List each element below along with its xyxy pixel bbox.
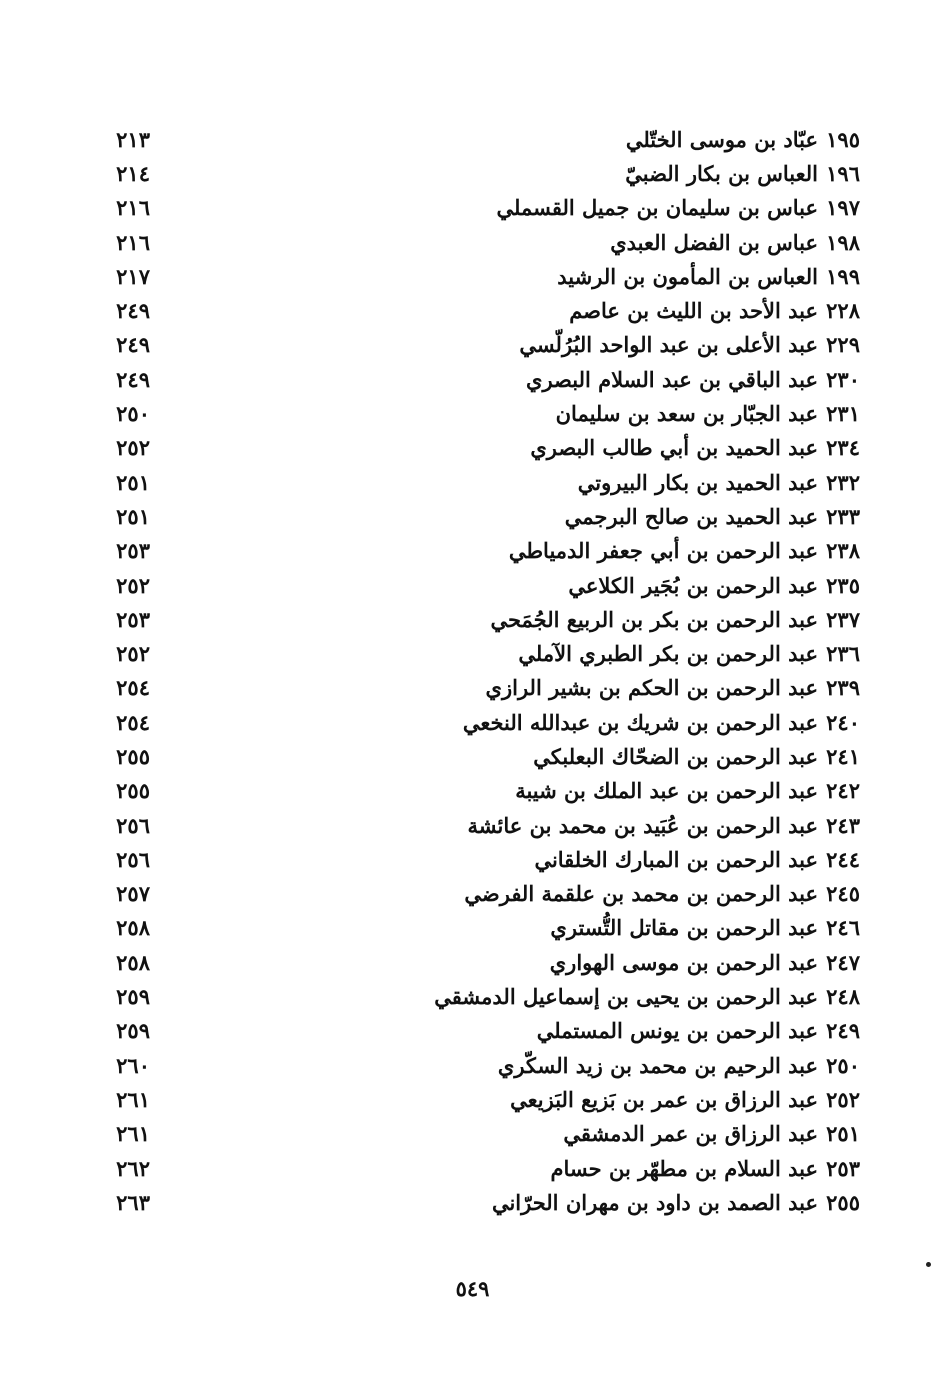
entry-name: عبد الرحمن بن بكر الطبري الآملي bbox=[518, 641, 818, 667]
entry-name: عبد الرحمن بن عبد الملك بن شيبة bbox=[515, 778, 818, 804]
index-entry bbox=[90, 465, 860, 499]
entry-page-ref: ٢٥٤ bbox=[116, 675, 150, 701]
entry-page-ref: ٢٤٩ bbox=[116, 366, 150, 392]
entry-name: عبد الرحمن بن بكر بن الربيع الجُمَحي bbox=[490, 606, 818, 632]
index-entry bbox=[90, 156, 860, 190]
entry-number: ١٩٦ bbox=[826, 160, 860, 186]
entry-name: عبد الرزاق بن عمر بن بَزيع البَزيعي bbox=[510, 1086, 818, 1112]
entry-name: عبّاد بن موسى الختّلي bbox=[625, 126, 818, 152]
entry-page-ref: ٢٥٨ bbox=[116, 949, 150, 975]
entry-number: ٢٢٩ bbox=[826, 332, 860, 358]
index-entry bbox=[90, 739, 860, 773]
entry-number: ٢٤٠ bbox=[826, 709, 860, 735]
entry-name: العباس بن بكار الضبيّ bbox=[625, 160, 818, 186]
entry-name: عبد الرحمن بن مقاتل التُّستري bbox=[550, 915, 818, 941]
index-entry bbox=[90, 499, 860, 533]
entry-page-ref: ٢١٦ bbox=[116, 229, 150, 255]
entry-name: عبد الرحمن بن الضحّاك البعلبكي bbox=[533, 743, 818, 769]
entry-name: عبد الحميد بن بكار البيروتي bbox=[577, 469, 818, 495]
entry-number: ٢٣٣ bbox=[826, 503, 860, 529]
entry-page-ref: ٢٦٢ bbox=[116, 1155, 150, 1181]
entry-page-ref: ٢٦١ bbox=[116, 1086, 150, 1112]
entry-page-ref: ٢٥٦ bbox=[116, 846, 150, 872]
entry-number: ١٩٥ bbox=[826, 126, 860, 152]
index-entry bbox=[90, 1014, 860, 1048]
entry-number: ٢٣٩ bbox=[826, 675, 860, 701]
entry-number: ٢٤٨ bbox=[826, 984, 860, 1010]
entry-page-ref: ٢٦٠ bbox=[116, 1052, 150, 1078]
entry-page-ref: ٢٥٩ bbox=[116, 984, 150, 1010]
entry-page-ref: ٢١٧ bbox=[116, 263, 150, 289]
entry-name: العباس بن المأمون بن الرشيد bbox=[557, 263, 818, 289]
page-number: ٥٤٩ bbox=[455, 1276, 490, 1301]
entry-name: عبد الجبّار بن سعد بن سليمان bbox=[555, 401, 818, 427]
entry-number: ٢٢٨ bbox=[826, 298, 860, 324]
entry-page-ref: ٢١٦ bbox=[116, 195, 150, 221]
index-entry bbox=[90, 362, 860, 396]
index-entry bbox=[90, 1151, 860, 1185]
entry-page-ref: ٢٥٨ bbox=[116, 915, 150, 941]
entry-number: ٢٥٥ bbox=[826, 1189, 860, 1215]
entry-number: ١٩٩ bbox=[826, 263, 860, 289]
entry-number: ١٩٧ bbox=[826, 195, 860, 221]
entry-page-ref: ٢٤٩ bbox=[116, 298, 150, 324]
index-list bbox=[90, 122, 860, 1220]
index-entry bbox=[90, 636, 860, 670]
entry-page-ref: ٢٥٢ bbox=[116, 572, 150, 598]
entry-page-ref: ٢٥٩ bbox=[116, 1018, 150, 1044]
index-entry bbox=[90, 431, 860, 465]
entry-page-ref: ٢٥١ bbox=[116, 469, 150, 495]
entry-page-ref: ٢٥٢ bbox=[116, 641, 150, 667]
entry-page-ref: ٢٥٣ bbox=[116, 606, 150, 632]
index-entry bbox=[90, 602, 860, 636]
index-entry bbox=[90, 225, 860, 259]
index-entry bbox=[90, 774, 860, 808]
index-entry bbox=[90, 911, 860, 945]
entry-name: عبد الرحمن بن بُجَير الكلاعي bbox=[568, 572, 818, 598]
entry-name: عبد الرزاق بن عمر الدمشقي bbox=[563, 1121, 818, 1147]
entry-number: ٢٣٠ bbox=[826, 366, 860, 392]
entry-name: عبد الرحمن بن موسى الهواري bbox=[549, 949, 818, 975]
entry-name: عبد الرحمن بن يحيى بن إسماعيل الدمشقي bbox=[434, 984, 818, 1010]
entry-page-ref: ٢٥٧ bbox=[116, 881, 150, 907]
entry-number: ٢٥٠ bbox=[826, 1052, 860, 1078]
entry-number: ٢٤٦ bbox=[826, 915, 860, 941]
entry-number: ٢٣١ bbox=[826, 401, 860, 427]
entry-name: عبد الرحمن بن عُبَيد بن محمد بن عائشة bbox=[467, 812, 818, 838]
index-entry bbox=[90, 945, 860, 979]
index-entry bbox=[90, 877, 860, 911]
entry-page-ref: ٢٥٥ bbox=[116, 743, 150, 769]
index-entry bbox=[90, 122, 860, 156]
entry-name: عبد الرحيم بن محمد بن زيد السكّري bbox=[497, 1052, 818, 1078]
entry-number: ٢٣٧ bbox=[826, 606, 860, 632]
entry-number: ٢٣٥ bbox=[826, 572, 860, 598]
entry-name: عبد الصمد بن داود بن مهران الحرّاني bbox=[491, 1189, 818, 1215]
index-entry bbox=[90, 396, 860, 430]
entry-page-ref: ٢٥٤ bbox=[116, 709, 150, 735]
entry-name: عباس بن سليمان بن جميل القسملي bbox=[496, 195, 818, 221]
index-entry bbox=[90, 1048, 860, 1082]
index-entry bbox=[90, 1185, 860, 1219]
index-entry bbox=[90, 568, 860, 602]
entry-page-ref: ٢٥٢ bbox=[116, 435, 150, 461]
index-entry bbox=[90, 842, 860, 876]
index-entry bbox=[90, 328, 860, 362]
entry-page-ref: ٢٦٣ bbox=[116, 1189, 150, 1215]
entry-number: ٢٣٢ bbox=[826, 469, 860, 495]
entry-number: ١٩٨ bbox=[826, 229, 860, 255]
entry-page-ref: ٢٥١ bbox=[116, 503, 150, 529]
entry-page-ref: ٢٦١ bbox=[116, 1121, 150, 1147]
index-entry bbox=[90, 808, 860, 842]
index-entry bbox=[90, 293, 860, 327]
entry-number: ٢٤٥ bbox=[826, 881, 860, 907]
entry-name: عبد الأحد بن الليث بن عاصم bbox=[569, 298, 818, 324]
entry-number: ٢٣٤ bbox=[826, 435, 860, 461]
entry-page-ref: ٢١٤ bbox=[116, 160, 150, 186]
entry-page-ref: ٢٥٦ bbox=[116, 812, 150, 838]
entry-page-ref: ٢٥٠ bbox=[116, 401, 150, 427]
index-entry bbox=[90, 671, 860, 705]
entry-number: ٢٣٨ bbox=[826, 538, 860, 564]
entry-name: عبد الباقي بن عبد السلام البصري bbox=[526, 366, 818, 392]
entry-page-ref: ٢٥٥ bbox=[116, 778, 150, 804]
entry-page-ref: ٢١٣ bbox=[116, 126, 150, 152]
entry-name: عبد الرحمن بن الحكم بن بشير الرازي bbox=[485, 675, 818, 701]
entry-number: ٢٥٣ bbox=[826, 1155, 860, 1181]
index-entry bbox=[90, 705, 860, 739]
index-entry bbox=[90, 191, 860, 225]
entry-number: ٢٤٣ bbox=[826, 812, 860, 838]
entry-name: عبد الرحمن بن شريك بن عبدالله النخعي bbox=[462, 709, 818, 735]
entry-number: ٢٥١ bbox=[826, 1121, 860, 1147]
entry-number: ٢٤٧ bbox=[826, 949, 860, 975]
entry-name: عبد الحميد بن صالح البرجمي bbox=[564, 503, 818, 529]
entry-name: عبد الأعلى بن عبد الواحد البُرُلّسي bbox=[519, 332, 818, 358]
entry-number: ٢٤٩ bbox=[826, 1018, 860, 1044]
scan-speck bbox=[926, 1262, 931, 1267]
index-entry bbox=[90, 534, 860, 568]
entry-name: عبد الحميد بن أبي طالب البصري bbox=[530, 435, 818, 461]
entry-number: ٢٥٢ bbox=[826, 1086, 860, 1112]
index-entry bbox=[90, 1082, 860, 1116]
entry-name: عبد الرحمن بن محمد بن علقمة الفرضي bbox=[464, 881, 818, 907]
entry-number: ٢٣٦ bbox=[826, 641, 860, 667]
entry-name: عبد السلام بن مطهّر بن حسام bbox=[550, 1155, 818, 1181]
index-entry bbox=[90, 1117, 860, 1151]
entry-number: ٢٤٤ bbox=[826, 846, 860, 872]
entry-number: ٢٤١ bbox=[826, 743, 860, 769]
entry-page-ref: ٢٤٩ bbox=[116, 332, 150, 358]
entry-number: ٢٤٢ bbox=[826, 778, 860, 804]
index-entry bbox=[90, 979, 860, 1013]
entry-page-ref: ٢٥٣ bbox=[116, 538, 150, 564]
entry-name: عبد الرحمن بن أبي جعفر الدمياطي bbox=[508, 538, 818, 564]
entry-name: عبد الرحمن بن يونس المستملي bbox=[536, 1018, 818, 1044]
entry-name: عبد الرحمن بن المبارك الخلقاني bbox=[534, 846, 818, 872]
index-entry bbox=[90, 259, 860, 293]
entry-name: عباس بن الفضل العبدي bbox=[610, 229, 818, 255]
